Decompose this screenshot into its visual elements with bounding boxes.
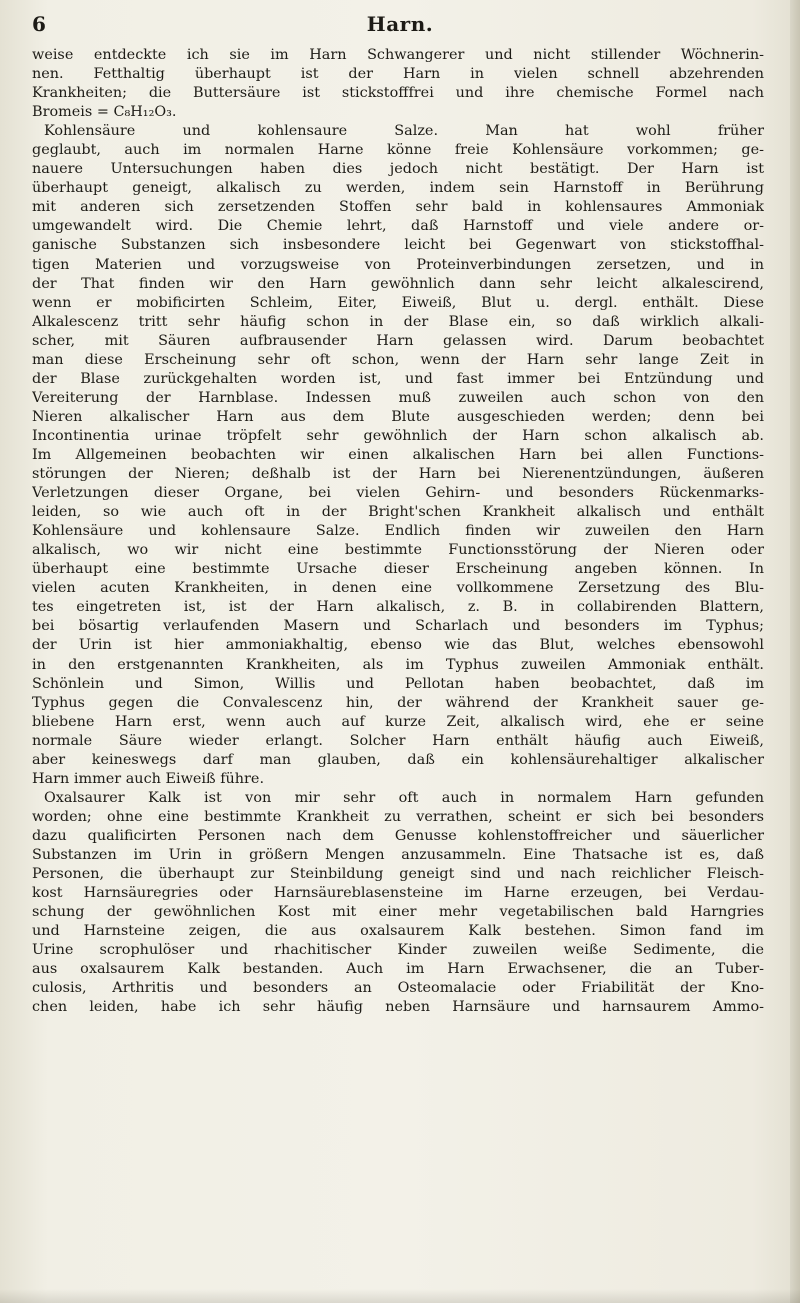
text-line: Im Allgemeinen beobachten wir einen alkalischen Harn bei allen Functions- (32, 446, 764, 463)
text-line: wenn er mobificirten Schleim, Eiter, Eiweiß, Blut u. dergl. enthält. Diese (32, 294, 764, 311)
text-line: Substanzen im Urin in größern Mengen anzusammeln. Eine Thatsache ist es, daß (32, 846, 764, 863)
text-line: culosis, Arthritis und besonders an Osteomalacie oder Friabilität der Kno- (32, 980, 764, 997)
text-line: Schönlein und Simon, Willis und Pellotan haben beobachtet, daß im (32, 675, 764, 692)
text-line: ganische Substanzen sich insbesondere leicht bei Gegenwart von stickstoffhal- (32, 237, 764, 254)
text-line: bliebene Harn erst, wenn auch auf kurze Zeit, alkalisch wird, ehe er seine (32, 713, 764, 730)
text-line: und Harnsteine zeigen, die aus oxalsaurem Kalk bestehen. Simon fand im (32, 923, 764, 940)
text-line: Kohlensäure und kohlensaure Salze. Man hat wohl früher (44, 123, 764, 140)
text-line: Typhus gegen die Convalescenz hin, der während der Krankheit sauer ge- (32, 694, 764, 711)
text-line: alkalisch, wo wir nicht eine bestimmte Functionsstörung der Nieren oder (32, 542, 764, 559)
text-line: überhaupt eine bestimmte Ursache dieser Erscheinung angeben können. In (32, 561, 764, 578)
text-line: Bromeis = C₈H₁₂O₃. (32, 104, 177, 121)
text-line: der Blase zurückgehalten worden ist, und fast immer bei Entzündung und (32, 370, 764, 387)
text-line: Nieren alkalischer Harn aus dem Blute ausgeschieden werden; denn bei (32, 408, 764, 425)
text-line: Incontinentia urinae tröpfelt sehr gewöhnlich der Harn schon alkalisch ab. (32, 427, 764, 444)
body-text (32, 46, 764, 1017)
text-line: chen leiden, habe ich sehr häufig neben Harnsäure und harnsaurem Ammo- (32, 999, 764, 1016)
text-line: störungen der Nieren; deßhalb ist der Harn bei Nierenentzündungen, äußeren (32, 466, 764, 483)
text-line: tes eingetreten ist, ist der Harn alkalisch, z. B. in collabirenden Blattern, (32, 599, 764, 616)
text-line: Vereiterung der Harnblase. Indessen muß zuweilen auch schon von den (32, 389, 764, 406)
running-head: Harn. (366, 12, 434, 36)
text-line: schung der gewöhnlichen Kost mit einer mehr vegetabilischen bald Harngries (32, 904, 764, 921)
text-line: Verletzungen dieser Organe, bei vielen Gehirn- und besonders Rückenmarks- (32, 485, 764, 502)
text-line: überhaupt geneigt, alkalisch zu werden, indem sein Harnstoff in Berührung (32, 180, 764, 197)
text-line: kost Harnsäuregries oder Harnsäureblasensteine im Harne erzeugen, bei Verdau- (32, 885, 764, 902)
text-line: in den erstgenannten Krankheiten, als im Typhus zuweilen Ammoniak enthält. (32, 656, 764, 673)
text-line: Alkalescenz tritt sehr häufig schon in der Blase ein, so daß wirklich alkali- (32, 313, 764, 330)
text-line: Harn immer auch Eiweiß führe. (32, 770, 265, 787)
text-line: Oxalsaurer Kalk ist von mir sehr oft auch in normalem Harn gefunden (44, 789, 764, 806)
page-number: 6 (32, 12, 46, 36)
text-line: nauere Untersuchungen haben dies jedoch nicht bestätigt. Der Harn ist (32, 161, 764, 178)
text-line: normale Säure wieder erlangt. Solcher Harn enthält häufig auch Eiweiß, (32, 732, 764, 749)
text-line: scher, mit Säuren aufbrausender Harn gelassen wird. Darum beobachtet (32, 332, 764, 349)
text-line: dazu qualificirten Personen nach dem Genusse kohlenstoffreicher und säuerlicher (32, 827, 764, 844)
text-line: geglaubt, auch im normalen Harne könne freie Kohlensäure vorkommen; ge- (32, 142, 764, 159)
text-line: Urine scrophulöser und rhachitischer Kinder zuweilen weiße Sedimente, die (32, 942, 764, 959)
page-header (32, 10, 768, 38)
text-line: Krankheiten; die Buttersäure ist stickstofffrei und ihre chemische Formel nach (32, 85, 764, 102)
text-line: aber keineswegs darf man glauben, daß ein kohlensäurehaltiger alkalischer (32, 751, 764, 768)
text-line: der Urin ist hier ammoniakhaltig, ebenso wie das Blut, welches ebensowohl (32, 637, 764, 654)
page-edge-shadow (790, 0, 800, 1303)
text-line: aus oxalsaurem Kalk bestanden. Auch im Harn Erwachsener, die an Tuber- (32, 961, 764, 978)
text-line: vielen acuten Krankheiten, in denen eine vollkommene Zersetzung des Blu- (32, 580, 764, 597)
text-line: nen. Fetthaltig überhaupt ist der Harn in vielen schnell abzehrenden (32, 66, 764, 83)
text-line: Kohlensäure und kohlensaure Salze. Endlich finden wir zuweilen den Harn (32, 523, 764, 540)
text-line: man diese Erscheinung sehr oft schon, wenn der Harn sehr lange Zeit in (32, 351, 764, 368)
text-line: Personen, die überhaupt zur Steinbildung geneigt sind und nach reichlicher Fleisch- (32, 866, 764, 883)
text-line: mit anderen sich zersetzenden Stoffen sehr bald in kohlensaures Ammoniak (32, 199, 764, 216)
text-line: leiden, so wie auch oft in der Bright'schen Krankheit alkalisch und enthält (32, 504, 764, 521)
text-line: worden; ohne eine bestimmte Krankheit zu verrathen, scheint er sich bei besonders (32, 808, 764, 825)
page-bottom-shadow (0, 1289, 800, 1303)
text-line: weise entdeckte ich sie im Harn Schwangerer und nicht stillender Wöchnerin- (32, 47, 764, 63)
text-line: umgewandelt wird. Die Chemie lehrt, daß Harnstoff und viele andere or- (32, 218, 764, 235)
text-line: tigen Materien und vorzugsweise von Proteinverbindungen zersetzen, und in (32, 256, 764, 273)
text-line: der That finden wir den Harn gewöhnlich dann sehr leicht alkalescirend, (32, 275, 764, 292)
text-line: bei bösartig verlaufenden Masern und Scharlach und besonders im Typhus; (32, 618, 764, 635)
